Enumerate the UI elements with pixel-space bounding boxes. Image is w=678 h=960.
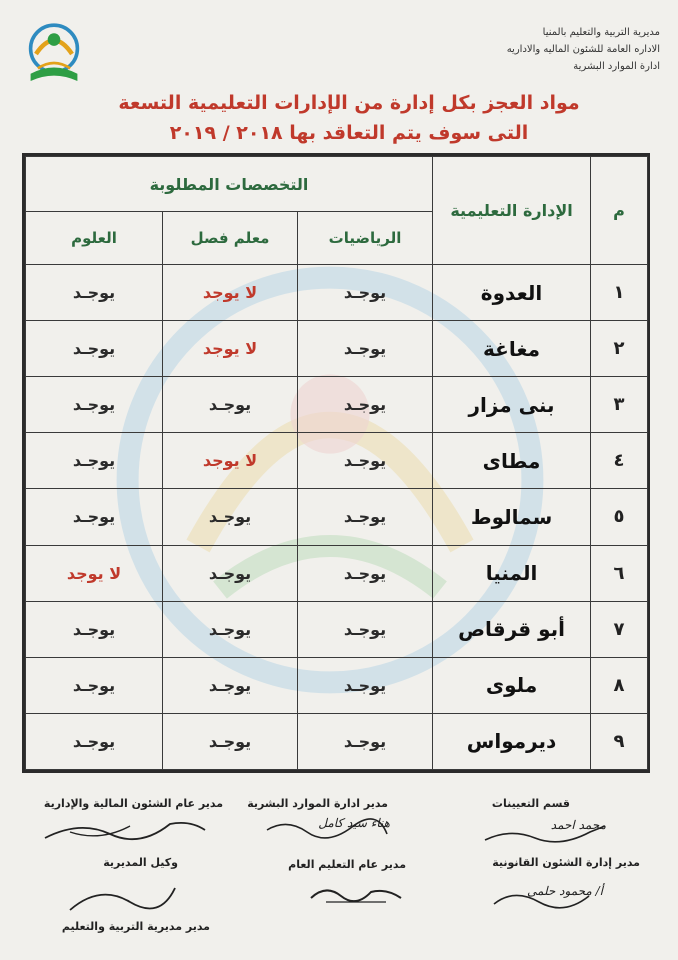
table-row bbox=[26, 377, 648, 433]
header-subject-math: الرياضيات bbox=[298, 212, 433, 265]
cell-science: يوجـد bbox=[26, 321, 163, 377]
cell-math: يوجـد bbox=[298, 377, 433, 433]
shortage-table bbox=[22, 153, 650, 773]
cell-science: يوجـد bbox=[26, 265, 163, 321]
cell-class-teacher: لا يوجد bbox=[163, 321, 298, 377]
row-number: ٦ bbox=[591, 545, 648, 601]
row-number: ٣ bbox=[591, 377, 648, 433]
cell-class-teacher: يوجـد bbox=[163, 377, 298, 433]
sig-appointments-signer: محمد احمد bbox=[550, 818, 606, 832]
row-number: ١ bbox=[591, 265, 648, 321]
header-line-2: الاداره العامة للشئون الماليه والاداريه bbox=[506, 44, 660, 55]
table-row bbox=[26, 657, 648, 713]
header-subject-class-teacher: معلم فصل bbox=[163, 212, 298, 265]
cell-class-teacher: لا يوجد bbox=[163, 433, 298, 489]
row-department: سمالوط bbox=[433, 489, 591, 545]
cell-math: يوجـد bbox=[298, 601, 433, 657]
header-num: م bbox=[591, 157, 648, 265]
table-row bbox=[26, 433, 648, 489]
table-row bbox=[26, 489, 648, 545]
cell-math: يوجـد bbox=[298, 545, 433, 601]
row-department: مطاى bbox=[433, 433, 591, 489]
header-line-3: ادارة الموارد البشرية bbox=[573, 61, 660, 72]
row-department: العدوة bbox=[433, 265, 591, 321]
header-subject-science: العلوم bbox=[26, 212, 163, 265]
row-number: ٧ bbox=[591, 601, 648, 657]
cell-class-teacher: لا يوجد bbox=[163, 265, 298, 321]
cell-class-teacher: يوجـد bbox=[163, 657, 298, 713]
signature-legal-icon bbox=[484, 884, 614, 914]
sig-legal-signer: أ/ محمود حلمى bbox=[527, 884, 603, 898]
sig-deputy-label: وكيل المديرية bbox=[103, 856, 178, 869]
cell-class-teacher: يوجـد bbox=[163, 489, 298, 545]
education-emblem-icon bbox=[18, 18, 90, 90]
cell-math: يوجـد bbox=[298, 433, 433, 489]
cell-science: يوجـد bbox=[26, 433, 163, 489]
table-row bbox=[26, 713, 648, 769]
signature-finance-icon bbox=[40, 812, 210, 846]
table-row bbox=[26, 265, 648, 321]
sig-finance-label: مدير عام الشئون المالية والإدارية bbox=[43, 797, 223, 810]
cell-math: يوجـد bbox=[298, 489, 433, 545]
cell-science: يوجـد bbox=[26, 713, 163, 769]
cell-science: يوجـد bbox=[26, 657, 163, 713]
cell-class-teacher: يوجـد bbox=[163, 545, 298, 601]
cell-math: يوجـد bbox=[298, 321, 433, 377]
cell-math: يوجـد bbox=[298, 657, 433, 713]
sig-hr-signer: هناء سيد كامل bbox=[318, 816, 390, 830]
table-row bbox=[26, 545, 648, 601]
sig-general-edu-label: مدير عام التعليم العام bbox=[288, 858, 406, 871]
signature-general-edu-icon bbox=[306, 878, 406, 908]
row-department: ديرمواس bbox=[433, 713, 591, 769]
table-row bbox=[26, 321, 648, 377]
row-number: ٨ bbox=[591, 657, 648, 713]
sig-legal-label: مدير إدارة الشئون القانونية bbox=[492, 856, 640, 869]
cell-class-teacher: يوجـد bbox=[163, 601, 298, 657]
cell-math: يوجـد bbox=[298, 265, 433, 321]
row-department: ملوى bbox=[433, 657, 591, 713]
signature-deputy-icon bbox=[60, 878, 180, 920]
header-line-1: مديرية التربية والتعليم بالمنيا bbox=[542, 27, 660, 38]
cell-science: يوجـد bbox=[26, 601, 163, 657]
cell-science: يوجـد bbox=[26, 489, 163, 545]
row-department: بنى مزار bbox=[433, 377, 591, 433]
row-department: المنيا bbox=[433, 545, 591, 601]
cell-science: يوجـد bbox=[26, 377, 163, 433]
document-title-line-1: مواد العجز بكل إدارة من الإدارات التعليمية التسعة bbox=[118, 92, 580, 114]
row-number: ٥ bbox=[591, 489, 648, 545]
sig-appointments-label: قسم التعيينات bbox=[491, 797, 570, 810]
cell-science: لا يوجد bbox=[26, 545, 163, 601]
signature-appointments-icon bbox=[480, 818, 610, 848]
cell-class-teacher: يوجـد bbox=[163, 713, 298, 769]
sig-hr-label: مدير ادارة الموارد البشرية bbox=[247, 797, 388, 810]
row-number: ٤ bbox=[591, 433, 648, 489]
row-department: مغاغة bbox=[433, 321, 591, 377]
row-number: ٢ bbox=[591, 321, 648, 377]
document-title-line-2: التى سوف يتم التعاقد بها ٢٠١٨ / ٢٠١٩ bbox=[169, 122, 529, 144]
directorate-header bbox=[400, 24, 660, 75]
signature-hr-icon bbox=[262, 812, 392, 842]
table-row bbox=[26, 601, 648, 657]
sig-directorate-label: مدير مديرية التربية والتعليم bbox=[61, 920, 210, 933]
row-department: أبو قرقاص bbox=[433, 601, 591, 657]
header-dept: الإدارة التعليمية bbox=[433, 157, 591, 265]
cell-math: يوجـد bbox=[298, 713, 433, 769]
row-number: ٩ bbox=[591, 713, 648, 769]
header-required-specialties: التخصصات المطلوبة bbox=[26, 157, 433, 212]
